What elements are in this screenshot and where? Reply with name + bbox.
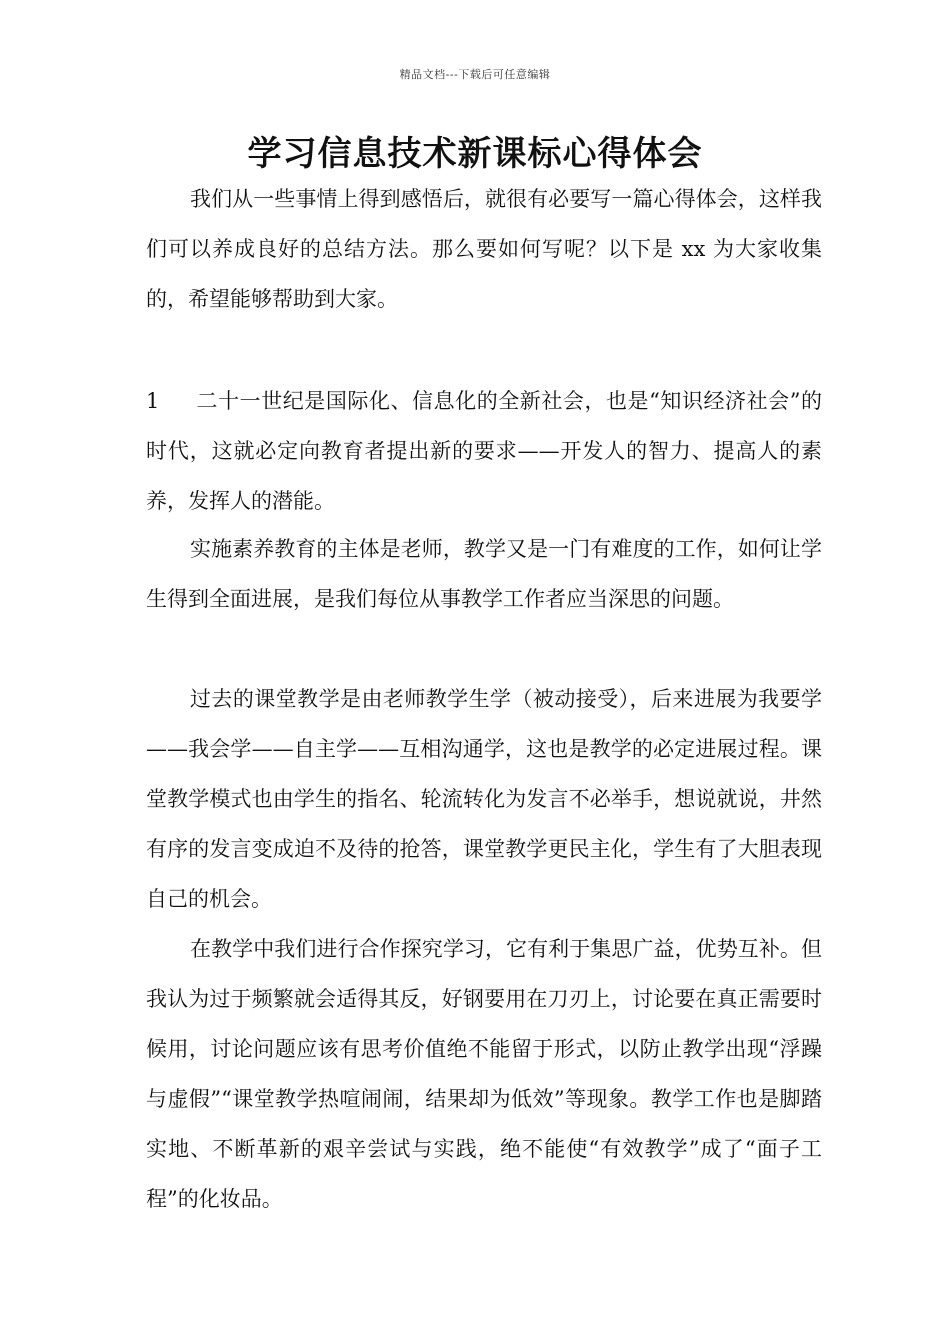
intro-paragraph: 我们从一些事情上得到感悟后，就很有必要写一篇心得体会，这样我们可以养成良好的总结方法。那么要如何写呢？以下是 xx 为大家收集的，希望能够帮助到大家。: [146, 187, 822, 311]
paragraph-2: 实施素养教育的主体是老师，教学又是一门有难度的工作，如何让学生得到全面进展，是我们每位从事教学工作者应当深思的问题。: [146, 537, 822, 611]
page-header-note: 精品文档---下载后可任意编辑: [399, 68, 551, 81]
paragraph-1-text: 二十一世纪是国际化、信息化的全新社会，也是“知识经济社会”的时代，这就必定向教育者提出新的要求——开发人的智力、提高人的素养，发挥人的潜能。: [146, 389, 822, 513]
paragraph-1: [146, 376, 822, 526]
section-number: 1: [146, 389, 160, 413]
paragraph-3: 过去的课堂教学是由老师教学生学（被动接受），后来进展为我要学——我会学——自主学——互相沟通学，这也是教学的必定进展过程。课堂教学模式也由学生的指名、轮流转化为发言不必举手，想说就说，井然有序的发言变成迫不及待的抢答，课堂教学更民主化，学生有了大胆表现自己的机会。: [146, 687, 822, 911]
document-title: 学习信息技术新课标心得体会: [247, 134, 703, 174]
paragraph-4: 在教学中我们进行合作探究学习，它有利于集思广益，优势互补。但我认为过于频繁就会适得其反，好钢要用在刀刃上，讨论要在真正需要时候用，讨论问题应该有思考价值绝不能留于形式，以防止教学出现“浮躁与虚假”“课堂教学热喧闹闹，结果却为低效”等现象。教学工作也是脚踏实地、不断革新的艰辛尝试与实践，绝不能使“有效教学”成了“面子工程”的化妆品。: [146, 937, 822, 1211]
